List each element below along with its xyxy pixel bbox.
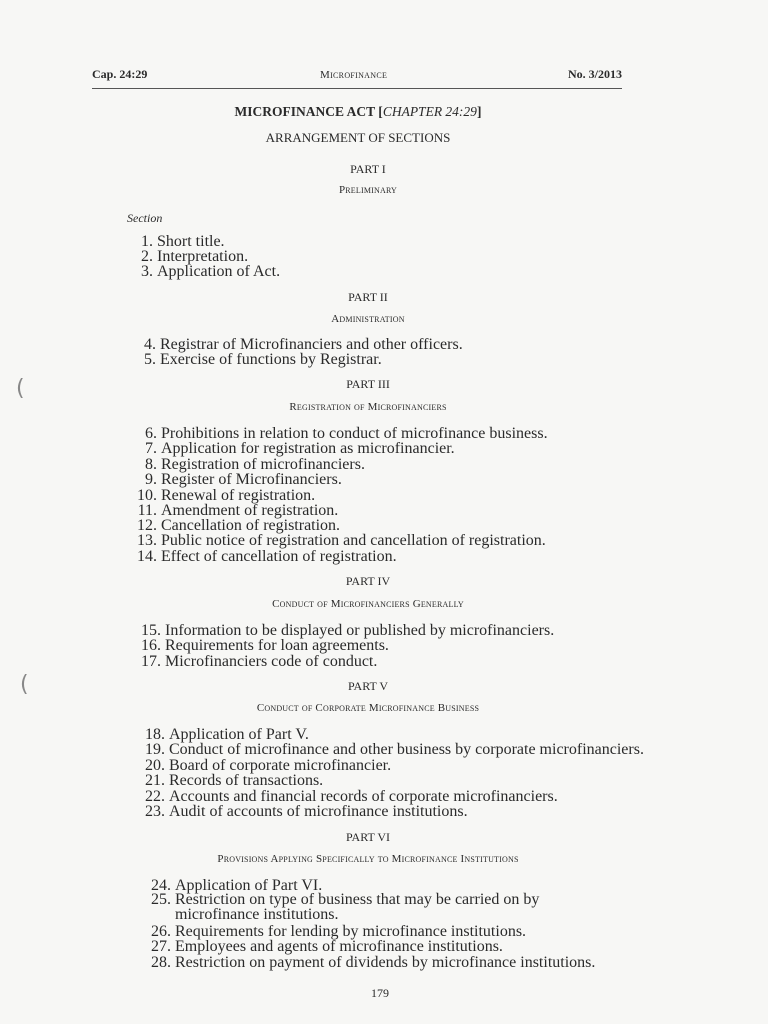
act-title-close: ] xyxy=(476,104,482,119)
list-item: 13. Public notice of registration and cancellation of registration. xyxy=(137,532,546,549)
list-item: 16. Requirements for loan agreements. xyxy=(141,637,389,654)
part-heading: PART III xyxy=(346,377,390,391)
part-heading: PART II xyxy=(348,290,388,304)
list-item: 11. Amendment of registration. xyxy=(137,502,339,519)
header-title: Microfinance xyxy=(320,69,388,81)
arrangement-heading: ARRANGEMENT OF SECTIONS xyxy=(265,130,451,145)
list-item: 25. Restriction on type of business that may be carried on by microfinance institutions. xyxy=(151,891,540,923)
part-heading: PART I xyxy=(350,162,386,176)
part-subheading: Registration of Microfinanciers xyxy=(289,401,447,413)
list-item: 21. Records of transactions. xyxy=(145,772,324,789)
list-item: 5. Exercise of functions by Registrar. xyxy=(144,351,382,368)
list-item: 28. Restriction on payment of dividends by microfinance institutions. xyxy=(151,954,596,971)
part-heading: PART V xyxy=(347,679,389,693)
list-item: 4. Registrar of Microfinanciers and other officers. xyxy=(144,336,463,353)
part-heading: PART VI xyxy=(345,830,391,844)
part-subheading: Conduct of Microfinanciers Generally xyxy=(272,598,464,610)
list-item: 8. Registration of microfinanciers. xyxy=(145,456,365,473)
list-item: 3. Application of Act. xyxy=(141,263,281,280)
list-item: 9. Register of Microfinanciers. xyxy=(145,471,342,488)
part-heading: PART IV xyxy=(345,574,391,588)
list-item: 22. Accounts and financial records of corporate microfinanciers. xyxy=(145,788,558,805)
part-subheading: Preliminary xyxy=(338,184,398,196)
list-item: 12. Cancellation of registration. xyxy=(137,517,341,534)
list-item: 24. Application of Part VI. xyxy=(151,877,323,894)
list-item: 20. Board of corporate microfinancier. xyxy=(145,757,392,774)
list-item: 10. Renewal of registration. xyxy=(137,487,316,504)
list-item: 23. Audit of accounts of microfinance institutions. xyxy=(145,803,468,820)
list-item: 27. Employees and agents of microfinance institutions. xyxy=(151,938,503,955)
list-item: 7. Application for registration as microfinancier. xyxy=(145,440,455,457)
part-subheading: Administration xyxy=(331,313,405,325)
running-header xyxy=(92,66,622,89)
header-act-number: No. 3/2013 xyxy=(568,67,622,81)
list-item: 18. Application of Part V. xyxy=(145,726,309,743)
header-chapter: Cap. 24:29 xyxy=(92,67,148,81)
list-item: 26. Requirements for lending by microfinance institutions. xyxy=(151,923,527,940)
act-title-chapter: CHAPTER 24:29 xyxy=(382,104,477,119)
act-title-main: MICROFINANCE ACT [ xyxy=(234,104,383,119)
page-number: 179 xyxy=(371,986,389,1000)
section-label: Section xyxy=(127,211,163,225)
act-title xyxy=(0,104,716,120)
list-item: 2. Interpretation. xyxy=(141,248,249,265)
part-subheading: Conduct of Corporate Microfinance Business xyxy=(256,702,480,714)
punch-hole-mark: ( xyxy=(20,672,29,697)
list-item: 17. Microfinanciers code of conduct. xyxy=(141,653,378,670)
list-item: 1. Short title. xyxy=(141,233,225,250)
list-item: 6. Prohibitions in relation to conduct of microfinance business. xyxy=(145,425,548,442)
punch-hole-mark: ( xyxy=(16,376,25,401)
list-item: 19. Conduct of microfinance and other business by corporate microfinanciers. xyxy=(145,741,644,758)
list-item: 15. Information to be displayed or published by microfinanciers. xyxy=(141,622,555,639)
part-subheading: Provisions Applying Specifically to Microfinance Institutions xyxy=(217,853,519,865)
list-item: 14. Effect of cancellation of registration. xyxy=(137,548,397,565)
